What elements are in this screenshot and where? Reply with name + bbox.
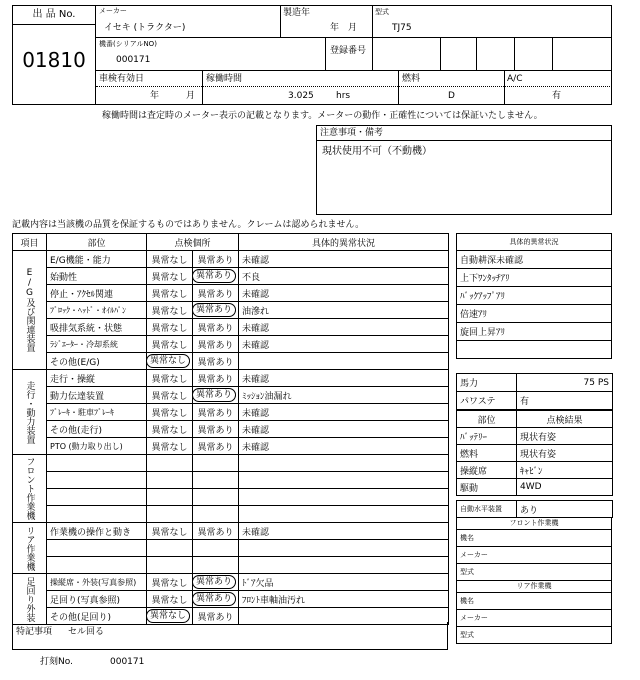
rear-impl-row <box>457 593 612 610</box>
hdr-divider <box>202 70 203 105</box>
status-ng-cell <box>193 387 239 404</box>
status-ng-cell <box>193 472 239 489</box>
part-value: ｷｬﾋﾞﾝ <box>517 462 613 479</box>
status-ok-cell <box>147 557 193 574</box>
serial-value: 000171 <box>116 55 151 65</box>
group-label: フロント作業機 <box>13 455 47 523</box>
status-ok: 異常なし <box>151 306 188 317</box>
status-ng: 異常あり <box>197 425 234 436</box>
model-label: 型式 <box>375 8 389 16</box>
hours-note: 稼働時間は査定時のメーター表示の記載となります。メーターの動作・正確性については保証いたしません。 <box>102 111 543 121</box>
abn-row <box>457 287 612 305</box>
detail-cell <box>239 455 449 472</box>
power-value: 75 PS <box>517 374 613 392</box>
inspection-table <box>12 233 449 625</box>
status-ng-cell <box>193 285 239 302</box>
status-ng-cell <box>193 319 239 336</box>
table-row <box>13 251 449 268</box>
hdr-divider <box>325 37 326 70</box>
status-ok-cell <box>147 268 193 285</box>
status-ok-cell <box>147 387 193 404</box>
abn-row <box>457 251 612 269</box>
status-ng-cell <box>193 370 239 387</box>
status-ok-cell <box>147 506 193 523</box>
rear-impl-row <box>457 627 612 644</box>
part-value: 現状有姿 <box>517 428 613 445</box>
rear-impl-field: メーカー <box>457 610 612 627</box>
parts-row <box>457 479 613 496</box>
detail-cell <box>239 540 449 557</box>
status-ok: 異常なし <box>151 323 188 334</box>
table-row <box>13 336 449 353</box>
parts-row <box>457 462 613 479</box>
detail-cell: 未確認 <box>239 285 449 302</box>
model-value: TJ75 <box>392 23 412 33</box>
rear-impl-title-row <box>457 581 612 593</box>
detail-cell <box>239 353 449 370</box>
detail-cell: 未確認 <box>239 319 449 336</box>
status-ok-cell <box>147 319 193 336</box>
part-key: 駆動 <box>457 479 517 496</box>
ac-value: 有 <box>552 91 562 101</box>
status-ok: 異常なし <box>151 442 188 453</box>
rear-impl-title: リア作業機 <box>457 581 612 593</box>
detail-cell <box>239 472 449 489</box>
table-row <box>13 540 449 557</box>
detail-cell: 不良 <box>239 268 449 285</box>
status-ok-cell <box>147 370 193 387</box>
ps-label: パワステ <box>457 392 517 410</box>
part-name: ﾗｼﾞｴｰﾀｰ・冷却系統 <box>47 336 147 353</box>
stamp-label: 打刻No. <box>40 657 73 667</box>
part-name <box>47 489 147 506</box>
hours-value: 3.025 <box>288 91 314 101</box>
detail-cell: 未確認 <box>239 370 449 387</box>
status-ng-cell <box>193 506 239 523</box>
front-impl-row <box>457 547 612 564</box>
status-ok-cell <box>147 591 193 608</box>
table-row <box>13 319 449 336</box>
hdr-divider <box>504 70 505 105</box>
status-ok-cell <box>147 285 193 302</box>
table-row <box>13 421 449 438</box>
part-name <box>47 455 147 472</box>
rear-impl-field: 機名 <box>457 593 612 610</box>
status-ng: 異常あり <box>193 269 237 283</box>
group-label: E/G及び関連装置 <box>13 251 47 370</box>
status-ng-cell <box>193 557 239 574</box>
detail-cell: 未確認 <box>239 438 449 455</box>
part-name: 吸排気系統・状態 <box>47 319 147 336</box>
status-ok: 異常なし <box>151 272 188 283</box>
front-impl-field: メーカー <box>457 547 612 564</box>
status-ok-cell <box>147 336 193 353</box>
quality-note: 記載内容は当該機の品質を保証するものではありません。クレームは認められません。 <box>12 220 365 230</box>
table-row <box>13 557 449 574</box>
caution-divider <box>316 140 612 141</box>
abn-item: ﾊﾞｯｸｱｯﾌﾟｱﾘ <box>457 287 612 305</box>
fuel-value: D <box>448 91 455 101</box>
part-value: 現状有姿 <box>517 445 613 462</box>
status-ok: 異常なし <box>151 340 188 351</box>
status-ng-cell <box>193 353 239 370</box>
maker-value: イセキ (トラクター) <box>104 23 186 33</box>
status-ng: 異常あり <box>193 303 237 317</box>
status-ng-cell <box>193 540 239 557</box>
status-ng-cell <box>193 268 239 285</box>
status-ok: 異常なし <box>151 255 188 266</box>
part-name: 操縦席・外装(写真参照) <box>47 574 147 591</box>
year-label: 製造年 <box>283 8 311 18</box>
status-ng: 異常あり <box>197 527 234 538</box>
part-name: その他(走行) <box>47 421 147 438</box>
hdr-divider <box>372 37 373 70</box>
status-ng: 異常あり <box>197 374 234 385</box>
detail-cell: 油滲れ <box>239 302 449 319</box>
group-label: 走行・動力装置 <box>13 370 47 455</box>
front-impl-table <box>456 517 612 581</box>
part-name: その他(E/G) <box>47 353 147 370</box>
status-ng-cell <box>193 251 239 268</box>
table-row <box>13 489 449 506</box>
part-key: 燃料 <box>457 445 517 462</box>
status-ng-cell <box>193 574 239 591</box>
abn-row <box>457 269 612 287</box>
table-row <box>13 370 449 387</box>
hdr-divider <box>476 37 477 70</box>
reg-label: 登録番号 <box>330 46 367 56</box>
status-ng: 異常あり <box>197 255 234 266</box>
front-impl-title-row <box>457 518 612 530</box>
special-value: セル回る <box>68 627 105 637</box>
status-ok-cell <box>147 353 193 370</box>
group-label: 足回り外装 <box>13 574 47 625</box>
abn-header-row <box>457 234 612 251</box>
part-value: 4WD <box>517 479 613 496</box>
rear-impl-table <box>456 580 612 644</box>
parts-row <box>457 445 613 462</box>
status-ng: 異常あり <box>197 442 234 453</box>
inspect-label: 車検有効日 <box>99 74 145 84</box>
rear-impl-field: 型式 <box>457 627 612 644</box>
table-row <box>13 404 449 421</box>
column-header: 具体的異常状況 <box>239 234 449 251</box>
table-row <box>13 591 449 608</box>
level-label: 自動水平装置 <box>457 501 517 518</box>
table-row <box>13 455 449 472</box>
status-ok-cell <box>147 455 193 472</box>
ps-value: 有 <box>517 392 613 410</box>
detail-cell: 未確認 <box>239 251 449 268</box>
parts-row <box>457 428 613 445</box>
part-name <box>47 540 147 557</box>
status-ng: 異常あり <box>197 408 234 419</box>
part-name: ﾌﾞﾚｰｷ・駐車ﾌﾞﾚｰｷ <box>47 404 147 421</box>
parts-header-row <box>457 411 613 428</box>
status-ok-cell <box>147 540 193 557</box>
hours-label: 稼働時間 <box>206 74 243 84</box>
special-label: 特記事項 <box>16 627 53 637</box>
hdr-divider <box>552 37 553 70</box>
status-ng-cell <box>193 404 239 421</box>
lot-label: 出 品 No. <box>32 9 76 20</box>
part-header: 部位 <box>457 411 517 428</box>
front-impl-field: 型式 <box>457 564 612 581</box>
status-ng-cell <box>193 421 239 438</box>
part-name: 作業機の操作と動き <box>47 523 147 540</box>
header-line-3 <box>96 86 612 87</box>
hdr-divider <box>398 70 399 105</box>
abn-item: 上下ﾜﾝﾀｯﾁｱﾘ <box>457 269 612 287</box>
status-ok-cell <box>147 523 193 540</box>
part-name: 停止・ｱｸｾﾙ関連 <box>47 285 147 302</box>
abn-item <box>457 341 612 359</box>
part-name: 始動性 <box>47 268 147 285</box>
status-ok: 異常なし <box>147 609 191 623</box>
status-ok-cell <box>147 404 193 421</box>
status-ok: 異常なし <box>147 354 191 368</box>
part-key: 操縦席 <box>457 462 517 479</box>
abnormal-table <box>456 233 612 359</box>
part-name: 足回り(写真参照) <box>47 591 147 608</box>
detail-cell <box>239 506 449 523</box>
table-header-row <box>13 234 449 251</box>
status-ok: 異常なし <box>151 408 188 419</box>
table-row <box>13 268 449 285</box>
status-ng-cell <box>193 523 239 540</box>
result-header: 点検結果 <box>517 411 613 428</box>
status-ok-cell <box>147 302 193 319</box>
power-label: 馬力 <box>457 374 517 392</box>
table-row <box>13 302 449 319</box>
status-ng: 異常あり <box>197 323 234 334</box>
status-ng: 異常あり <box>193 388 237 402</box>
caution-value: 現状使用不可（不動機） <box>322 146 432 157</box>
table-row <box>13 472 449 489</box>
front-impl-field: 機名 <box>457 530 612 547</box>
front-impl-row <box>457 530 612 547</box>
status-ng: 異常あり <box>197 289 234 300</box>
part-name: PTO (動力取り出し) <box>47 438 147 455</box>
hdr-divider <box>372 5 373 37</box>
status-ng-cell <box>193 302 239 319</box>
abn-item: 倍速ｱﾘ <box>457 305 612 323</box>
part-name: その他(足回り) <box>47 608 147 625</box>
status-ng: 異常あり <box>197 612 234 623</box>
abn-item: 旋回上昇ｱﾘ <box>457 323 612 341</box>
hdr-divider <box>514 37 515 70</box>
detail-cell <box>239 557 449 574</box>
abn-row <box>457 305 612 323</box>
front-impl-row <box>457 564 612 581</box>
column-header: 項目 <box>13 234 47 251</box>
detail-cell: 未確認 <box>239 421 449 438</box>
detail-cell: ﾌﾛﾝﾄ車軸油汚れ <box>239 591 449 608</box>
table-row <box>13 523 449 540</box>
status-ng-cell <box>193 455 239 472</box>
status-ok: 異常なし <box>151 425 188 436</box>
status-ok: 異常なし <box>151 578 188 589</box>
part-name <box>47 557 147 574</box>
detail-cell: ﾐｯｼｮﾝ油漏れ <box>239 387 449 404</box>
status-ng-cell <box>193 336 239 353</box>
status-ok: 異常なし <box>151 374 188 385</box>
status-ng: 異常あり <box>193 575 237 589</box>
abn-header: 具体的異常状況 <box>457 234 612 251</box>
header-line-1 <box>96 37 612 38</box>
abn-item: 自動耕深未確認 <box>457 251 612 269</box>
header-line-2 <box>96 70 612 71</box>
detail-cell <box>239 489 449 506</box>
column-header: 部位 <box>47 234 147 251</box>
hours-unit: hrs <box>336 91 351 101</box>
table-row <box>13 574 449 591</box>
hdr-divider <box>280 5 281 37</box>
part-name: ﾌﾞﾛｯｸ・ﾍｯﾄﾞ・ｵｲﾙﾊﾟﾝ <box>47 302 147 319</box>
parts-table <box>456 410 613 496</box>
status-ng-cell <box>193 489 239 506</box>
status-ng-cell <box>193 438 239 455</box>
part-key: ﾊﾞｯﾃﾘｰ <box>457 428 517 445</box>
status-ok-cell <box>147 574 193 591</box>
part-name <box>47 506 147 523</box>
serial-label: 機番(シリアルNO) <box>99 40 157 48</box>
group-label: リア作業機 <box>13 523 47 574</box>
front-impl-title: フロント作業機 <box>457 518 612 530</box>
year-value: 年 月 <box>330 23 358 33</box>
status-ng: 異常あり <box>197 340 234 351</box>
table-row <box>13 285 449 302</box>
maker-label: メーカー <box>99 7 127 15</box>
part-name: 走行・操縦 <box>47 370 147 387</box>
abn-row <box>457 341 612 359</box>
status-ok-cell <box>147 421 193 438</box>
power-table <box>456 373 613 410</box>
status-ok-cell <box>147 251 193 268</box>
detail-cell: ﾄﾞｱ欠品 <box>239 574 449 591</box>
part-name: E/G機能・能力 <box>47 251 147 268</box>
level-value: あり <box>517 501 613 518</box>
detail-cell: 未確認 <box>239 523 449 540</box>
hdr-divider <box>440 37 441 70</box>
detail-cell: 未確認 <box>239 336 449 353</box>
part-name: 動力伝達装置 <box>47 387 147 404</box>
table-row <box>13 387 449 404</box>
status-ok: 異常なし <box>151 289 188 300</box>
ac-label: A/C <box>507 74 523 84</box>
detail-cell: 未確認 <box>239 404 449 421</box>
inspect-value: 年 月 <box>150 91 196 101</box>
status-ng-cell <box>193 591 239 608</box>
status-ok: 異常なし <box>151 391 188 402</box>
status-ok-cell <box>147 489 193 506</box>
status-ok-cell <box>147 472 193 489</box>
part-name <box>47 472 147 489</box>
status-ok-cell <box>147 438 193 455</box>
fuel-label: 燃料 <box>402 74 421 84</box>
status-ng: 異常あり <box>193 592 237 606</box>
column-header: 点検個所 <box>147 234 239 251</box>
level-table <box>456 500 613 518</box>
status-ok: 異常なし <box>151 595 188 606</box>
rear-impl-row <box>457 610 612 627</box>
abn-row <box>457 323 612 341</box>
status-ng: 異常あり <box>197 357 234 368</box>
table-row <box>13 506 449 523</box>
stamp-value: 000171 <box>110 657 145 667</box>
status-ok: 異常なし <box>151 527 188 538</box>
table-row <box>13 353 449 370</box>
table-row <box>13 438 449 455</box>
caution-label: 注意事項・備考 <box>320 128 384 138</box>
lot-number: 01810 <box>22 48 86 72</box>
